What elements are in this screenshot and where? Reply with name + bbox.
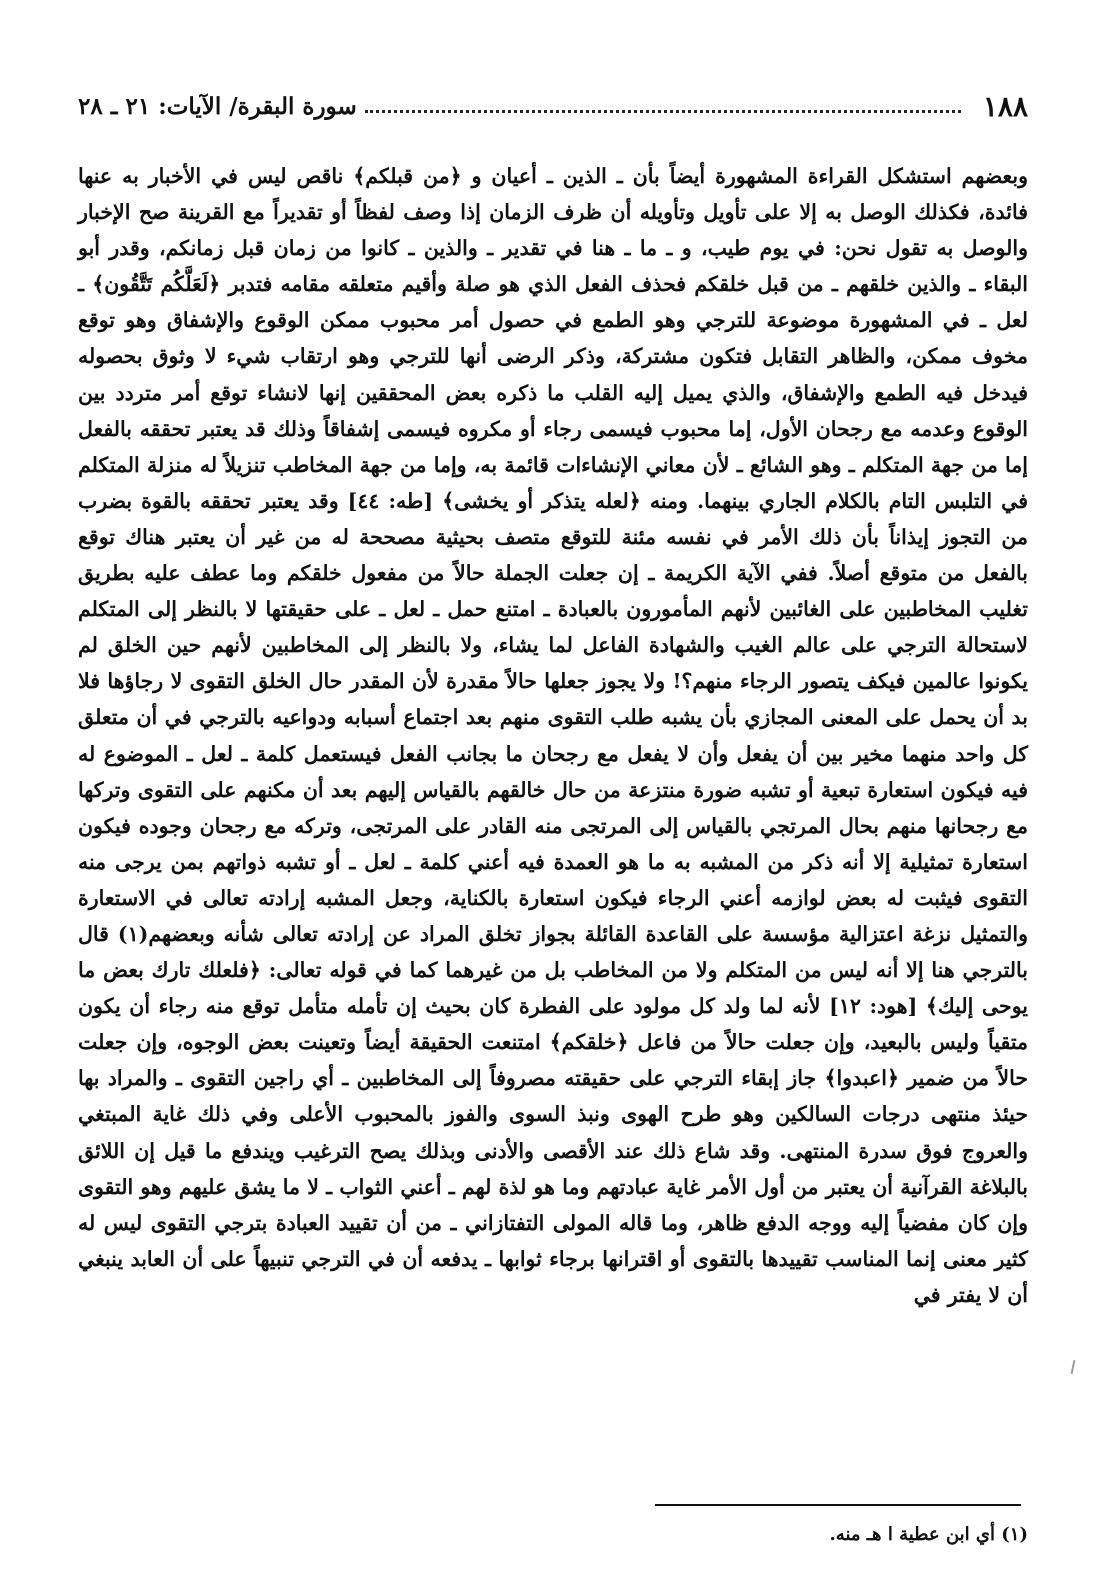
footnote: (١) أي ابن عطية ا هـ منه. xyxy=(829,1524,1028,1545)
running-header xyxy=(78,88,1028,124)
body-paragraph: وبعضهم استشكل القراءة المشهورة أيضاً بأن ـ الذين ـ أعيان و ﴿من قبلكم﴾ ناقص ليس في الأخبار به عنها فائدة، فكذلك الوصل به إلا على تأويل وتأويله أن ظرف الزمان إذا وصف لفظاً أو تقديراً مع القرينة صح الإخبار والوصل به تقول نحن: في يوم طيب، و ـ ما ـ هنا في تقدير ـ والذين ـ كانوا من زمان قبل زمانكم، وقدر أبو البقاء ـ والذين خلقهم ـ من قبل خلقكم فحذف الفعل الذي هو صلة وأقيم متعلقه مقامه فتدبر ﴿لَعَلَّكُم تَتَّقُون﴾ ـ لعل ـ في المشهورة موضوعة للترجي وهو الطمع في حصول أمر محبوب ممكن الوقوع والإشفاق وهو توقع مخوف ممكن، والظاهر التقابل فتكون مشتركة، وذكر الرضى أنها للترجي وهو ارتقاب شيء لا وثوق بحصوله فيدخل فيه الطمع والإشفاق، والذي يميل إليه القلب ما ذكره بعض المحققين إنها لانشاء توقع أمر متردد بين الوقوع وعدمه مع رجحان الأول، إما محبوب فيسمى رجاء أو مكروه فيسمى إشفاقاً وذلك قد يعتبر تحققه بالفعل إما من جهة المتكلم ـ وهو الشائع ـ لأن معاني الإنشاءات قائمة به، وإما من جهة المخاطب تنزيلاً له منزلة المتكلم في التلبس التام بالكلام الجاري بينهما. ومنه ﴿لعله يتذكر أو يخشى﴾ [طه: ٤٤] وقد يعتبر تحققه بالقوة بضرب من التجوز إيذاناً بأن ذلك الأمر في نفسه مئنة للتوقع متصف بحيثية مصححة له من غير أن يعتبر هناك توقع بالفعل من متوقع أصلاً. ففي الآية الكريمة ـ إن جعلت الجملة حالاً من مفعول خلقكم وما عطف عليه بطريق تغليب المخاطبين على الغائبين لأنهم المأمورون بالعبادة ـ امتنع حمل ـ لعل ـ على حقيقتها لا بالنظر إلى المتكلم لاستحالة الترجي على عالم الغيب والشهادة الفاعل لما يشاء، ولا بالنظر إلى المخاطبين لأنهم حين الخلق لم يكونوا عالمين فيكف يتصور الرجاء منهم؟! ولا يجوز جعلها حالاً مقدرة لأن المقدر حال الخلق التقوى لا رجاؤها فلا بد أن يحمل على المعنى المجازي بأن يشبه طلب التقوى منهم بعد اجتماع أسبابه ودواعيه بالترجي في أن متعلق كل واحد منهما مخير بين أن يفعل وأن لا يفعل مع رجحان ما بجانب الفعل فيستعمل كلمة ـ لعل ـ الموضوع له فيه فيكون استعارة تبعية أو تشبه ضورة منتزعة من حال خالقهم بالقياس إليهم بعد أن مكنهم على التقوى وتركها مع رجحانها منهم بحال المرتجي بالقياس إلى المرتجى منه القادر على المرتجى، وتركه مع رجحان وجوده فيكون استعارة تمثيلية إلا أنه ذكر من المشبه به ما هو العمدة فيه أعني كلمة ـ لعل ـ أو تشبه ذواتهم بمن يرجى منه التقوى فيثبت له بعض لوازمه أعني الرجاء فيكون استعارة بالكناية، وجعل المشبه إرادته تعالى في الاستعارة والتمثيل نزغة اعتزالية مؤسسة على القاعدة القائلة بجواز تخلق المراد عن إرادته تعالى شأنه وبعضهم(١) قال بالترجي هنا إلا أنه ليس من المتكلم ولا من المخاطب بل من غيرهما كما في قوله تعالى: ﴿فلعلك تارك بعض ما يوحى إليك﴾ [هود: ١٢] لأنه لما ولد كل مولود على الفطرة كان بحيث إن تأمله متأمل توقع منه رجاء أن يكون متقياً وليس بالبعيد، وإن جعلت حالاً من فاعل ﴿خلقكم﴾ امتنعت الحقيقة أيضاً وتعينت بعض الوجوه، وإن جعلت حالاً من ضمير ﴿اعبدوا﴾ جاز إبقاء الترجي على حقيقته مصروفاً إلى المخاطبين ـ أي راجين التقوى ـ والمراد بها حيئذ منتهى درجات السالكين وهو طرح الهوى ونبذ السوى والفوز بالمحبوب الأعلى وفي ذلك غاية المبتغي والعروج فوق سدرة المنتهى. وقد شاع ذلك عند الأقصى والأدنى وبذلك يصح الترغيب ويندفع ما قيل إن اللائق بالبلاغة القرآنية أن يعتبر من أول الأمر غاية عبادتهم وما هو لذة لهم ـ أعني الثواب ـ لا ما يشق عليهم وهو التقوى وإن كان مفضياً إليه ووجه الدفع ظاهر، وما قاله المولى التفتازاني ـ من أن تقييد العبادة بترجي التقوى ليس له كثير معنى إنما المناسب تقييدها بالتقوى أو اقترانها برجاء ثوابها ـ يدفعه أن في الترجي تنبيهاً على أن العابد ينبغي أن لا يفتر في xyxy=(78,164,1029,1307)
footnote-divider xyxy=(655,1504,1021,1506)
main-text-block xyxy=(78,158,1028,1313)
page-number: ١٨٨ xyxy=(982,89,1028,123)
header-leader-dots xyxy=(365,110,961,113)
header-surah-title: سورة البقرة/ الآيات: ٢١ ـ ٢٨ xyxy=(78,92,357,120)
margin-mark xyxy=(1071,1360,1076,1374)
